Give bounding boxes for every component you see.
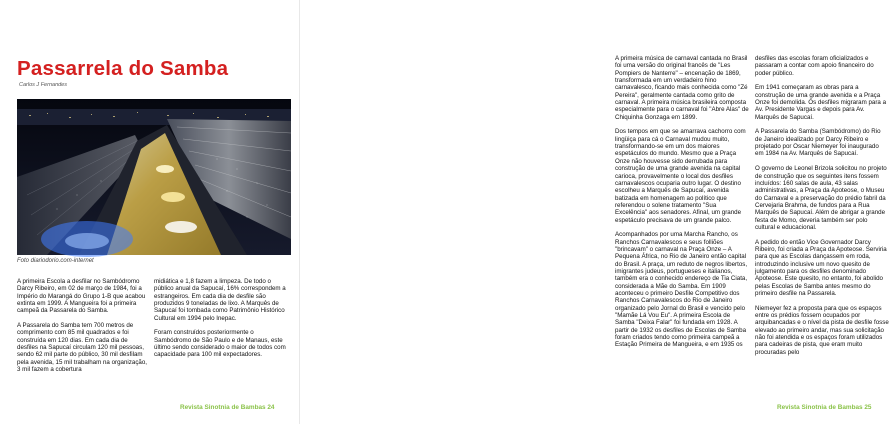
paragraph: Acompanhados por uma Marcha Rancho, os Ranchos Carnavalescos e seus folliões "brincavam" o carnaval na Praça Onze – A Pequena África, no Rio de Janeiro então capital do Brasil. A praça, um reduto de negros libertos, imigrantes judeus, portugueses e italianos, também era o conhecido endereço de Tia Ciata, considerada a Mãe do Samba. Em 1909 aconteceu o primeiro Desfile Competitivo dos Ranchos Carnavalescos do Rio de Janeiro organizado pelo Jornal do Brasil e vencido pelo "Mamãe Lá Vou Eu". A primeira Escola de Samba "Deixa Falar" foi fundada em 1928. A partir de 1932 os desfiles de Escolas de Samba foram criados tendo como primeira campeã a Estação Primeira de Mangueira, e em 1935 os [615, 231, 748, 349]
paragraph: A primeira Escola a desfilar no Sambódromo Darcy Ribeiro, em 02 de março de 1984, foi a Império do Marangá do Grupo 1-B que acabou extinta em 1999. A Mangueira foi a primeira campeã da Passarela do Samba. [17, 278, 146, 315]
paragraph: Niemeyer fez a proposta para que os espaços entre os prédios fossem ocupados por arquibancadas e o nível da pista de desfile fosse elevado ao primeiro andar, mas sua solicitação não foi atendida e os espaços foram utilizados para cadeiras de pista, que eram muito procuradas pelo [755, 304, 889, 356]
text-column-3 [615, 55, 749, 349]
paragraph: A Passarela do Samba tem 700 metros de comprimento com 85 mil quadrados e foi construída em 120 dias. Em cada dia de desfiles na Sapucaí circulam 120 mil pessoas, sendo 62 mil parte do público, 30 mil desfilam pela avenida, 15 mil trabalham na organização, 3 mil fazem a cobertura [17, 322, 148, 374]
page-left [0, 0, 300, 424]
paragraph: Dos tempos em que se amarrava cachorro com lingüiça para cá o Carnaval mudou muito, transformando-se em um dos maiores espetáculos do mundo. Mesmo que a Praça Onze não houvesse sido derrubada para construção de uma grande avenida na capital carioca, provavelmente o local dos desfiles carnavalescos ocuparia outro lugar. O destino escolheu a Marquês de Sapucaí, avenida batizada em homenagem ao político que referendou o solene tratamento "Sua Excelência" aos senadores. Afinal, um grande espetáculo precisava de um grande palco. [615, 128, 746, 224]
page-footer-left: Revista Sinotnia de Bambas 24 [180, 404, 275, 411]
sambadrome-photo-illustration [17, 99, 291, 255]
text-column-4 [755, 55, 889, 356]
paragraph: A pedido do então Vice Governador Darcy Ribeiro, foi criada a Praça da Apoteose. Serviria para que as Escolas dançassem em roda, introduzindo inclusive um novo quesito de julgamento para os desfiles denominado Apoteose. Este quesito, no entanto, foi abolido pelas Escolas de Samba antes mesmo do primeiro desfile na Passarela. [755, 238, 887, 297]
page-right [300, 0, 889, 424]
paragraph: A primeira música de carnaval cantada no Brasil foi uma versão do original francês de "Les Pompiers de Nanterre" – encenação de 1869, transformada em um verdadeiro hino carnavalesco, ficando mais conhecida como "Zé Pereira", geralmente cantada como grito de carnaval. A primeira música brasileira composta especialmente para o carnaval foi "Abre Alas" de Chiquinha Gonzaga em 1899. [615, 55, 749, 121]
article-title: Passarrela do Samba [17, 57, 229, 80]
text-column-1 [17, 278, 150, 373]
paragraph: Foram construídos posteriormente o Sambódromo de São Paulo e de Manaus, este último sendo considerado o maior de todos com capacidade para 100 mil expectadores. [154, 329, 286, 359]
page-footer-right: Revista Sinotnia de Bambas 25 [777, 404, 872, 411]
photo-credit: Foto diariodorio.com-internet [17, 258, 94, 264]
paragraph: midiática e 1,8 fazem a limpeza. De todo o público anual da Sapucaí, 16% correspondem a estrangeiros. Em cada dia de desfile são produzidos 9 toneladas de lixo. A Marquês de Sapucaí foi tombada como Patrimônio Histórico Cultural em 1994 pelo Inepac. [154, 278, 286, 322]
sambadrome-photo [17, 99, 291, 255]
paragraph: A Passarela do Samba (Sambódromo) do Rio de Janeiro idealizado por Darcy Ribeiro e projetado por Oscar Niemeyer foi inaugurado em 1984 na Av. Marquês de Sapucaí. [755, 128, 881, 158]
paragraph: O governo de Leonel Brizola solicitou no projeto de construção que os seguintes itens fossem incluídos: 160 salas de aula, 43 salas administrativas, a Praça da Apoteose, o Museu do Carnaval e a preservação do prédio fabril da Cervejaria Brahma, de fundos para a Rua Marquês de Sapucaí. Além de abrigar a grande festa de Momo, deveria também ser polo cultural e educacional. [755, 165, 887, 231]
paragraph: desfiles das escolas foram oficializados e passaram a contar com apoio financeiro do poder público. [755, 55, 874, 77]
article-author: Carlos J Fernandes [19, 82, 67, 88]
text-column-2 [154, 278, 288, 359]
paragraph: Em 1941 começaram as obras para a construção de uma grande avenida e a Praça Onze foi demolida. Os desfiles migraram para a Av. Presidente Vargas e depois para Av. Marquês de Sapucaí. [755, 84, 887, 121]
